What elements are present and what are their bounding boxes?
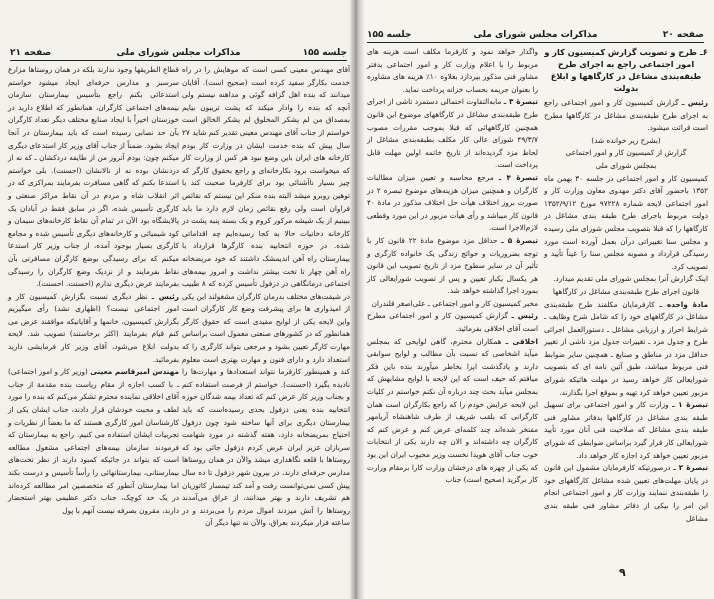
paragraph	[182, 64, 350, 530]
paragraph-text: مرجع محاسبه و تعیین میزان مطالبات کارگران و همچنین میزان هزینه‌های موضوع تبصره ۲ در صورت بروز اختلاف هیأت حل اختلاف مذکور در مادهٔ ۴۰ قانون کار میباشد و رأی هیأت مزبور در این مورد وقطعی لازم‌الاجرا است.	[367, 172, 539, 233]
book-gutter	[350, 0, 364, 599]
text-column-right	[182, 64, 350, 530]
speaker-label: رئیس ـ	[681, 98, 708, 107]
paragraph	[367, 172, 538, 235]
paragraph	[544, 462, 708, 525]
paragraph	[544, 147, 708, 160]
paragraph-text: آقای مهندس معینی کسی است که موهایش را در راه خدمت بکارگر سفید کرده است (صحیح است). آقایان میدانند که بنده اهل گزافه گوئی و مداهنه نیستم ولی آنچه که بنده را وادار میکند که پشت تریبون بیایم بمصداق من لم یشکر المخلوق لم یشکر الخالق است خواستم از جناب آقای مهندس معینی تقدیر کنم شاید ۲۷ سال پیش که بنده خدمت ایشان در وزارت کار بودم کارخانه های ایران باین وضع نبود هر کس از وزارت کار که میخواست برود بکارخانه‌ای و راجع بحقوق کارگر که چیز بسیار ناآشنائی بود برای کارفرما صحبت کند با توهین روبرو میشد البته بنده منکر این نیستم که نقائص فراوان است ولی رفع نقائص زمان لازم دارد ما باید ببینیم از یک شیشه مرکور کروم و یک بسته پنبه پشت در کارخانه دخانیات حالا به کجا رسیده‌ایم چه اقداماتی شده. در حوزه انتخابیه بنده کارگرها قرارداد با بیمارستان راه آهن اندیمشک داشتند که خود مریضخانه راه آهن چهار تا تخت بیشتر نداشت و امروز بیمه‌های اجتماعی درمانگاهی در دزفول تأسیس کرده که ۸ طبیب در شیفت‌های مختلف بدرمان کارگران مشغولند این یکی از امیدواری ها برای پیشرفت وضع کار کارگران است واین لایحه یکی از لوایح مفیدی است که حقوق کارگر همانطور که در کشورهای صنعتی معمول است براساس مهارت کارگر تعیین بشود و مرجعی بتواند کارگری را که استعداد دارد و دارای فنون و مهارت بهتری است معلوم کند و همینطور کارفرما نتواند استعدادها و مهارت‌ها را نادیده بگیرد (احسنت). خواستم از فرصت استفاده کنم و بجناب وزیر کار عرض کنم که تعداد بیمه شدگان حوزه انتخابیه بنده یعنی دزفول بحدی رسیده‌است که باید بیمارستان دیگری برای آنها ساخته شود چون دزفول احتیاج بمریضخانه دارد، هفته گذشته در مورد شهامت سربازان عزیز ایران عرض کردم دزفول جائی بود که روستاها با قلعه نگاهداری میشد والآن در همان روستاها مدارس حرفه‌ای دارند، در بیرون شهر دزفول تا ده سال پیش کسی نمی‌توانست رفت و آمد کند تیمسار کاتوزیان هم تشریف دارند و بهتر میدانند، از عراق می‌آمدند روستاها را آتش میزدند اموال مردم را می‌بردند و در ساعته فرار میکردند بعراق، والآن نه تنها دیگر آن	[182, 65, 350, 528]
speaker-label: رئیس ـ	[151, 291, 179, 301]
paragraph-text: درصورتیکه کارفرمایان مشمول این قانون در پایان مهلت‌های تعیین شده مشاغل کارگاههای خود را طبقه‌بندی ننمایند وزارت کار و امور اجتماعی انجام این امر را بیکی از دفاتر مشاور فنی طبقه بندی مشاغل	[544, 463, 708, 523]
paragraph	[544, 286, 708, 299]
paragraph	[544, 97, 708, 135]
running-title: مذاکرات مجلس شورای ملی	[473, 30, 598, 40]
paragraph-text: گزارش از کمیسیون کار و امور اجتماعی	[565, 148, 687, 158]
paragraph-text: مابه‌التفاوت احتمالی دستمزد ناشی از اجرای طرح طبقه‌بندی مشاغل در کارگاههای موضوع این قانون همچنین کارگاههائی که قبلا بموجب مقررات مصوب ۴۹/۳/۷ شورای عالی کار مکلف بطبقه‌بندی مشاغل از لحاظ مزد گردیده‌اند از تاریخ خاتمه اولین مهلت قابل پرداخت است.	[367, 97, 538, 170]
paragraph-text: گزارش کمیسیون کار و امور اجتماعی راجع به اجرای طرح طبقه‌بندی مشاغل در کارگاهها مطرح است قرائت میشود.	[544, 98, 708, 133]
paragraph	[544, 173, 708, 274]
text-column-right	[544, 46, 708, 525]
running-title: مذاکرات مجلس شورای ملی	[116, 48, 241, 58]
section-heading	[544, 46, 708, 94]
paragraph-text: نظر دیگری نسبت بگزارش کمیسیون کار و امور اجتماعی نیست؟ (اظهاری نشد) رأی میگیریم بگزارش کمیسیون، خانمها و آقایانیکه موافقند عرض می کنم قیام بفرمایند (اکثر برخاستند) تصویب شد. لایحه بدولت ابلاغ می‌شود، آقای وزیر کار فرمایشی دارید بفرمائید.	[8, 291, 179, 364]
speaker-label: تبصرهٔ ۲ ـ	[673, 463, 708, 473]
paragraph-text: (بشرح زیر خوانده شد)	[591, 135, 661, 145]
speaker-label: مادهٔ واحده ـ	[659, 299, 708, 309]
paragraph-text: قانون اجرای طرح طبقه‌بندی مشاغل در کارگاهها	[552, 286, 700, 296]
paragraph-text: حداقل مزد موضوع مادهٔ ۲۲ قانون کار با توجه بضروریات و حوائج زندگی یک خانواده کارگری و تأثیر آن در سایر سطوح مزد از تاریخ تصویب این قانون هر یکسال یکبار تعیین و پس از تصویب شورایعالی کار بمورد اجرا گذاشته خواهد شد.	[367, 235, 538, 296]
paragraph	[544, 135, 708, 148]
page-header	[10, 46, 347, 61]
paragraph	[8, 366, 179, 517]
speaker-label: رئیس ـ	[511, 311, 538, 321]
paragraph-text: مخبر کمیسیون کار و امور اجتماعی ـ علی‌اصغر قلندران	[371, 298, 538, 308]
paragraph-text: کمیسیون کار و امور اجتماعی در جلسه ۳۰ بهمن ماه ۱۳۵۲ باحضور آقای دکتر مهدوی معاون وزارت کار و امور اجتماعی لایحه شماره ۹۷۲۲۸ مورخ ۱۳۵۲/۹/۱۲ دولت مربوط باجرای طرح طبقه بندی مشاغل در کارگاهها را که قبلا بتصویب مجلس شورای ملی رسیده و مجلس سنا تغییراتی درآن بعمل آورده است مورد رسیدگی قرارداد و مصوبه مجلس سنا را عیناً تأیید و تصویب کرد.	[544, 173, 709, 271]
paragraph-text: گزارش کمیسیون کار و امور اجتماعی مطرح است آقای اخلاقی بفرمائید.	[367, 311, 538, 334]
paragraph	[367, 96, 538, 172]
speaker-label: اخلاقی ـ	[505, 336, 538, 346]
paragraph-text: بمجلس شورای ملی	[595, 160, 657, 170]
text-column-left	[367, 46, 538, 487]
speaker-label: مهندس امیرقاسم معینی	[90, 367, 179, 377]
page-number: ۹	[619, 566, 626, 579]
paragraph-text: کارفرمایان مکلفند طرح طبقه‌بندی مشاغل در کارگاههای خود را که شامل شرح وظایف ـ شرایط احراز و ارزیابی مشاغل ـ دستورالعمل اجرائی طرح و جدول مزد ـ تغییرات جدول مزد ناشی از تغییر حداقل مزد در مناطق و صنایع ـ همچنین سایر ضوابط فنی مربوط میباشد، طبق آئین نامه ای که بتصویب شورایعالی کار خواهد رسید در مهلت هائیکه شورای مزبور تعیین خواهد کرد تهیه و بموقع اجرا بگذارند.	[544, 299, 708, 397]
paragraph-text: واگذار خواهد نمود و کارفرما مکلف است هزینه های مربوط را با اعلام وزارت کار و امور اجتماعی بدفتر مشاور فنی مذکور بپردازد بعلاوه ۱۰٪ هزینه های مشاوره را بعنوان جریمه بحساب خزانه پرداخت نماید.	[367, 47, 539, 94]
paragraph	[367, 336, 538, 487]
right-page	[357, 0, 714, 599]
page-header	[367, 28, 704, 43]
paragraph	[544, 160, 708, 173]
paragraph-text: اینک گزارش آنرا بمجلس شورای ملی تقدیم میدارد.	[553, 274, 708, 284]
paragraph-text: ۶ـ طرح و تصویب گزارش کمیسیون کار و امور اجتماعی راجع به اجرای طرح طبقه‌بندی مشاغل در کارگاهها و ابلاغ بدولت	[544, 47, 708, 93]
speaker-label: تبصرهٔ ۴ ـ	[498, 172, 538, 182]
speaker-label: تبصرهٔ ۵ ـ	[501, 235, 538, 245]
text-column-left	[8, 64, 179, 517]
paragraph	[544, 399, 708, 462]
page-label: صفحه ۲۱	[10, 48, 52, 58]
paragraph	[8, 64, 179, 291]
paragraph	[367, 310, 538, 335]
page-label: صفحه ۲۰	[662, 30, 704, 40]
paragraph	[367, 298, 538, 311]
speaker-label: تبصرهٔ ۳ ـ	[503, 97, 538, 107]
paragraph-text: وزارت کار و امور اجتماعی برای تسهیل طبقه بندی مشاغل در کارگاهها بدفاتر مشاور فنی طبقه بندی مشاغل که صلاحیت فنی آنان مورد تأیید شورایعالی کار قرار گیرد براساس ضوابطی که شورای مزبور تعیین خواهد کرد اجازه کار خواهد داد.	[544, 400, 708, 460]
paragraph	[367, 46, 538, 96]
paragraph-text: قطاع الطریقها وجود ندارند بلکه در همان روستاها مزارع سرسبز و مدارس حرفه‌ای ایجاد میشود خواستم استدعائی بکنم راجع بتأسیس بیمارستان سازمان بیمه‌های اجتماعی کارگران، همانطور که اطلاع دارید در خوزستان اخیراً با ایجاد صنایع مختلف دیگر تعداد کارگران بآن حد نصابی رسیده است که باید بیمارستان در آنجا ایجاد بشود. ضمناً از جناب آقای وزیر کار استدعای دیگری میکنم چون: بودم آنروز من از طایفه دردکشان ـ که نه از دردنشان بوده نه از نالانشان (احسنت). بلی خواستم استدعا بکنم که گاهی مسافرت بفرمایند بمراکزی که در اثر انقلاب شاه و مردم در آن نقاط مراکز صنعتی و کارگری تأسیس شده، اگر در سابق فقط در آبادان یک پالایشگاه بود الآن در تمام آن نقاط کارخانه‌های سیمان و کود شیمیائی و کارخانه‌های دیگری تأسیس شده و مجامع کارگری بسیار بوجود آمده، از جناب وزیر کار استدعا میکنم که برای رسیدگی بوضع کارگران مسافرتی بآن نقاط بفرمایند و از نزدیک وضع کارگران را رسیدگی بفرمایند عرض دیگری ندارم (احسنت. احسنت).	[8, 65, 179, 289]
session-number: جلسه ۱۵۵	[302, 48, 347, 58]
paragraph	[544, 273, 708, 286]
session-number: جلسه ۱۵۵	[367, 30, 412, 40]
paragraph-text: (وزیر کار و امور اجتماعی) ـ با کسب اجازه از مقام ریاست بنده مقدمة از جناب آقای اخلاقی نماینده محترم تشکر می‌کنم که بنده را مورد لطف و محبت خودشان قرار دادند، جناب ایشان یکی از کارشناسان امور کارگری هستند که ما بعضاً از نظریات و تجربیات ایشان استفاده می کنیم. راجع به بیمارستان که فرمودند سازمان بیمه‌های اجتماعی مشغول مطالعه است که بتواند در جائیکه کمبود دارند از نظر تخت‌های بیمارستانی، بیمارستانهائی را رأساً تأسیس و درست بکند اما بیمارستان آنطور که متخصصین امر مطالعه کرده‌اند در یک حد کوچک، جناب دکتر عظیمی بهتر استحضار دارند، مقرون بصرفه نیست آنهم با پول	[8, 367, 179, 515]
paragraph	[544, 299, 708, 400]
speaker-label: تبصرهٔ ۱ ـ	[672, 400, 708, 410]
paragraph-text: همکاران محترم، گاهی لوایحی که بمجلس میآید اشخاصی که نسبت بآن مطالب و لوایح سوابقی دارند و یادگذشت ایرا بخاطر میآورند بنده باین فکر میافتم که حیف است که این لایحه با لوایح مشابهش که بمجلس میآید بحث چند درباره آن نکنم خواستم در کلیات این لایحه عرایض خودم را که راجع بکارگران است همان کارگرانی که بلقب شریف از طرف شاهنشاه آریامهر مفتخر شده‌اند چند کلمه‌ای عرض کنم و عرض کنم که کارگران چه داشته‌اند و الان چه دارند یکی از انتخابات خوب جناب آقای هویدا نخست وزیر محبوب ایران این بود که یکی از چهره های درخشان وزارت کارا برمقام وزارت کار برگزید (صحیح است) جناب	[367, 336, 538, 485]
paragraph	[8, 291, 179, 367]
paragraph	[367, 235, 538, 298]
